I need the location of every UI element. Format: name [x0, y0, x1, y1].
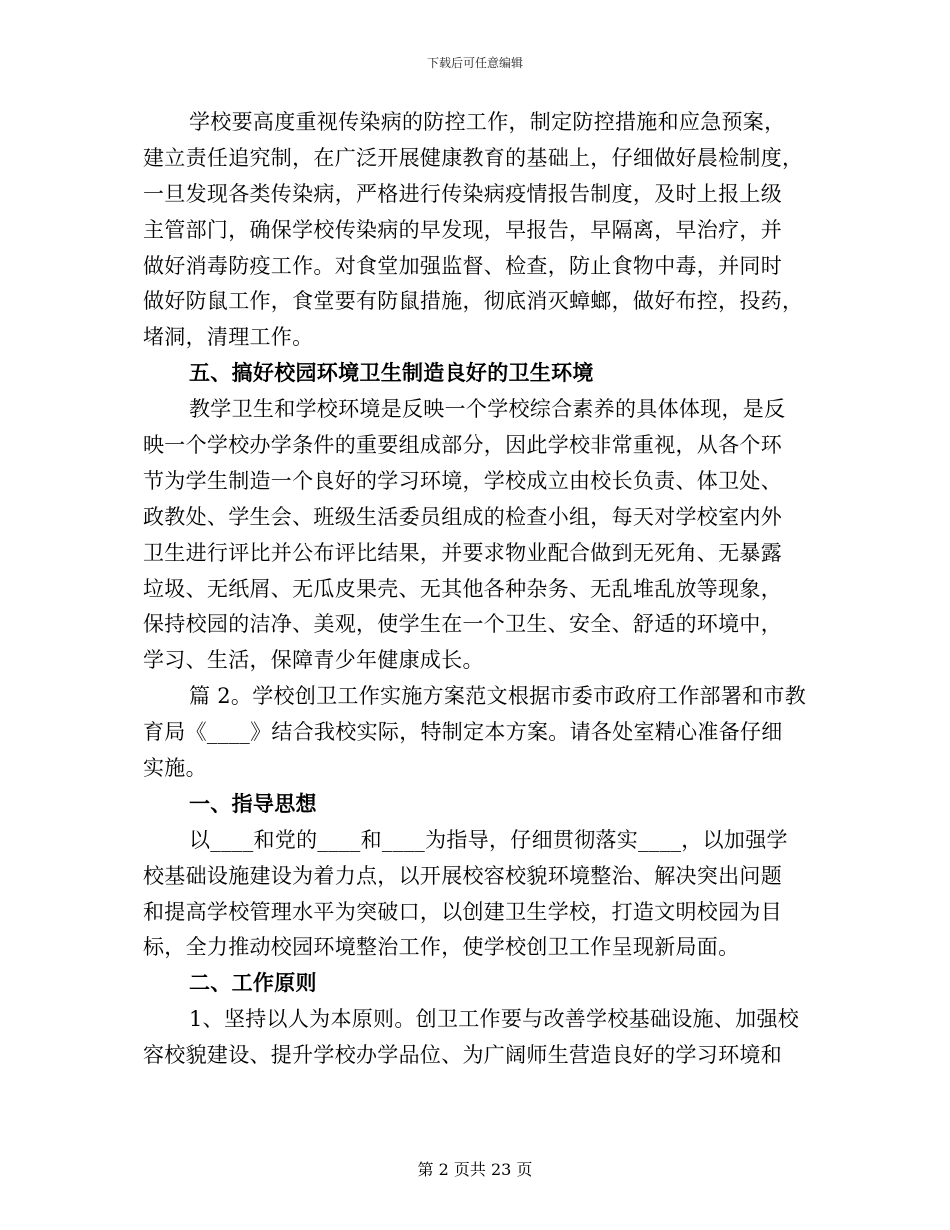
text-line: 政教处、学生会、班级生活委员组成的检查小组，每天对学校室内外	[143, 504, 782, 529]
text-line: 容校貌建设、提升学校办学品位、为广阔师生营造良好的学习环境和	[143, 1043, 782, 1068]
text-line: 节为学生制造一个良好的学习环境，学校成立由校长负责、体卫处、	[143, 468, 782, 493]
text-line: 1、坚持以人为本原则。创卫工作要与改善学校基础设施、加强校	[189, 1007, 800, 1032]
text-line: 育局《____》结合我校实际，特制定本方案。请各处室精心准备仔细	[143, 720, 783, 745]
text-line: 以____和党的____和____为指导，仔细贯彻落实____，以加强学	[189, 827, 788, 852]
text-line: 保持校园的洁净、美观，使学生在一个卫生、安全、舒适的环境中，	[143, 612, 782, 637]
text-line: 校基础设施建设为着力点，以开展校容校貌环境整治、解决突出问题	[143, 863, 782, 888]
page-footer: 第 2 页共 23 页	[417, 1160, 533, 1179]
text-line: 教学卫生和学校环境是反映一个学校综合素养的具体体现，是反	[189, 397, 786, 422]
text-line: 做好防鼠工作，食堂要有防鼠措施，彻底消灭蟑螂，做好布控，投药，	[143, 289, 804, 314]
text-line: 篇 2。学校创卫工作实施方案范文根据市委市政府工作部署和市教	[189, 684, 807, 709]
text-line: 主管部门，确保学校传染病的早发现，早报告，早隔离，早治疗，并	[143, 217, 782, 242]
text-line: 映一个学校办学条件的重要组成部分，因此学校非常重视，从各个环	[143, 433, 782, 458]
text-line: 和提高学校管理水平为突破口，以创建卫生学校，打造文明校园为目	[143, 899, 782, 924]
text-line: 学习、生活，保障青少年健康成长。	[143, 648, 484, 673]
text-line: 建立责任追究制，在广泛开展健康教育的基础上，仔细做好晨检制度，	[143, 145, 804, 170]
text-line: 堵洞，清理工作。	[143, 325, 314, 350]
section-heading: 一、指导思想	[189, 791, 317, 816]
text-line: 卫生进行评比并公布评比结果，并要求物业配合做到无死角、无暴露	[143, 540, 782, 565]
document-body	[143, 105, 815, 1074]
section-heading: 二、工作原则	[189, 971, 317, 996]
text-line: 实施。	[143, 756, 207, 781]
text-line: 垃圾、无纸屑、无瓜皮果壳、无其他各种杂务、无乱堆乱放等现象，	[143, 576, 782, 601]
page-header: 下载后可任意编辑	[426, 56, 523, 70]
section-heading: 五、搞好校园环境卫生制造良好的卫生环境	[189, 361, 594, 386]
text-line: 一旦发现各类传染病，严格进行传染病疫情报告制度，及时上报上级	[143, 181, 782, 206]
text-line: 做好消毒防疫工作。对食堂加强监督、检查，防止食物中毒，并同时	[143, 253, 782, 278]
text-line: 学校要高度重视传染病的防控工作，制定防控措施和应急预案，	[189, 110, 786, 134]
text-line: 标，全力推动校园环境整治工作，使学校创卫工作呈现新局面。	[143, 935, 740, 960]
